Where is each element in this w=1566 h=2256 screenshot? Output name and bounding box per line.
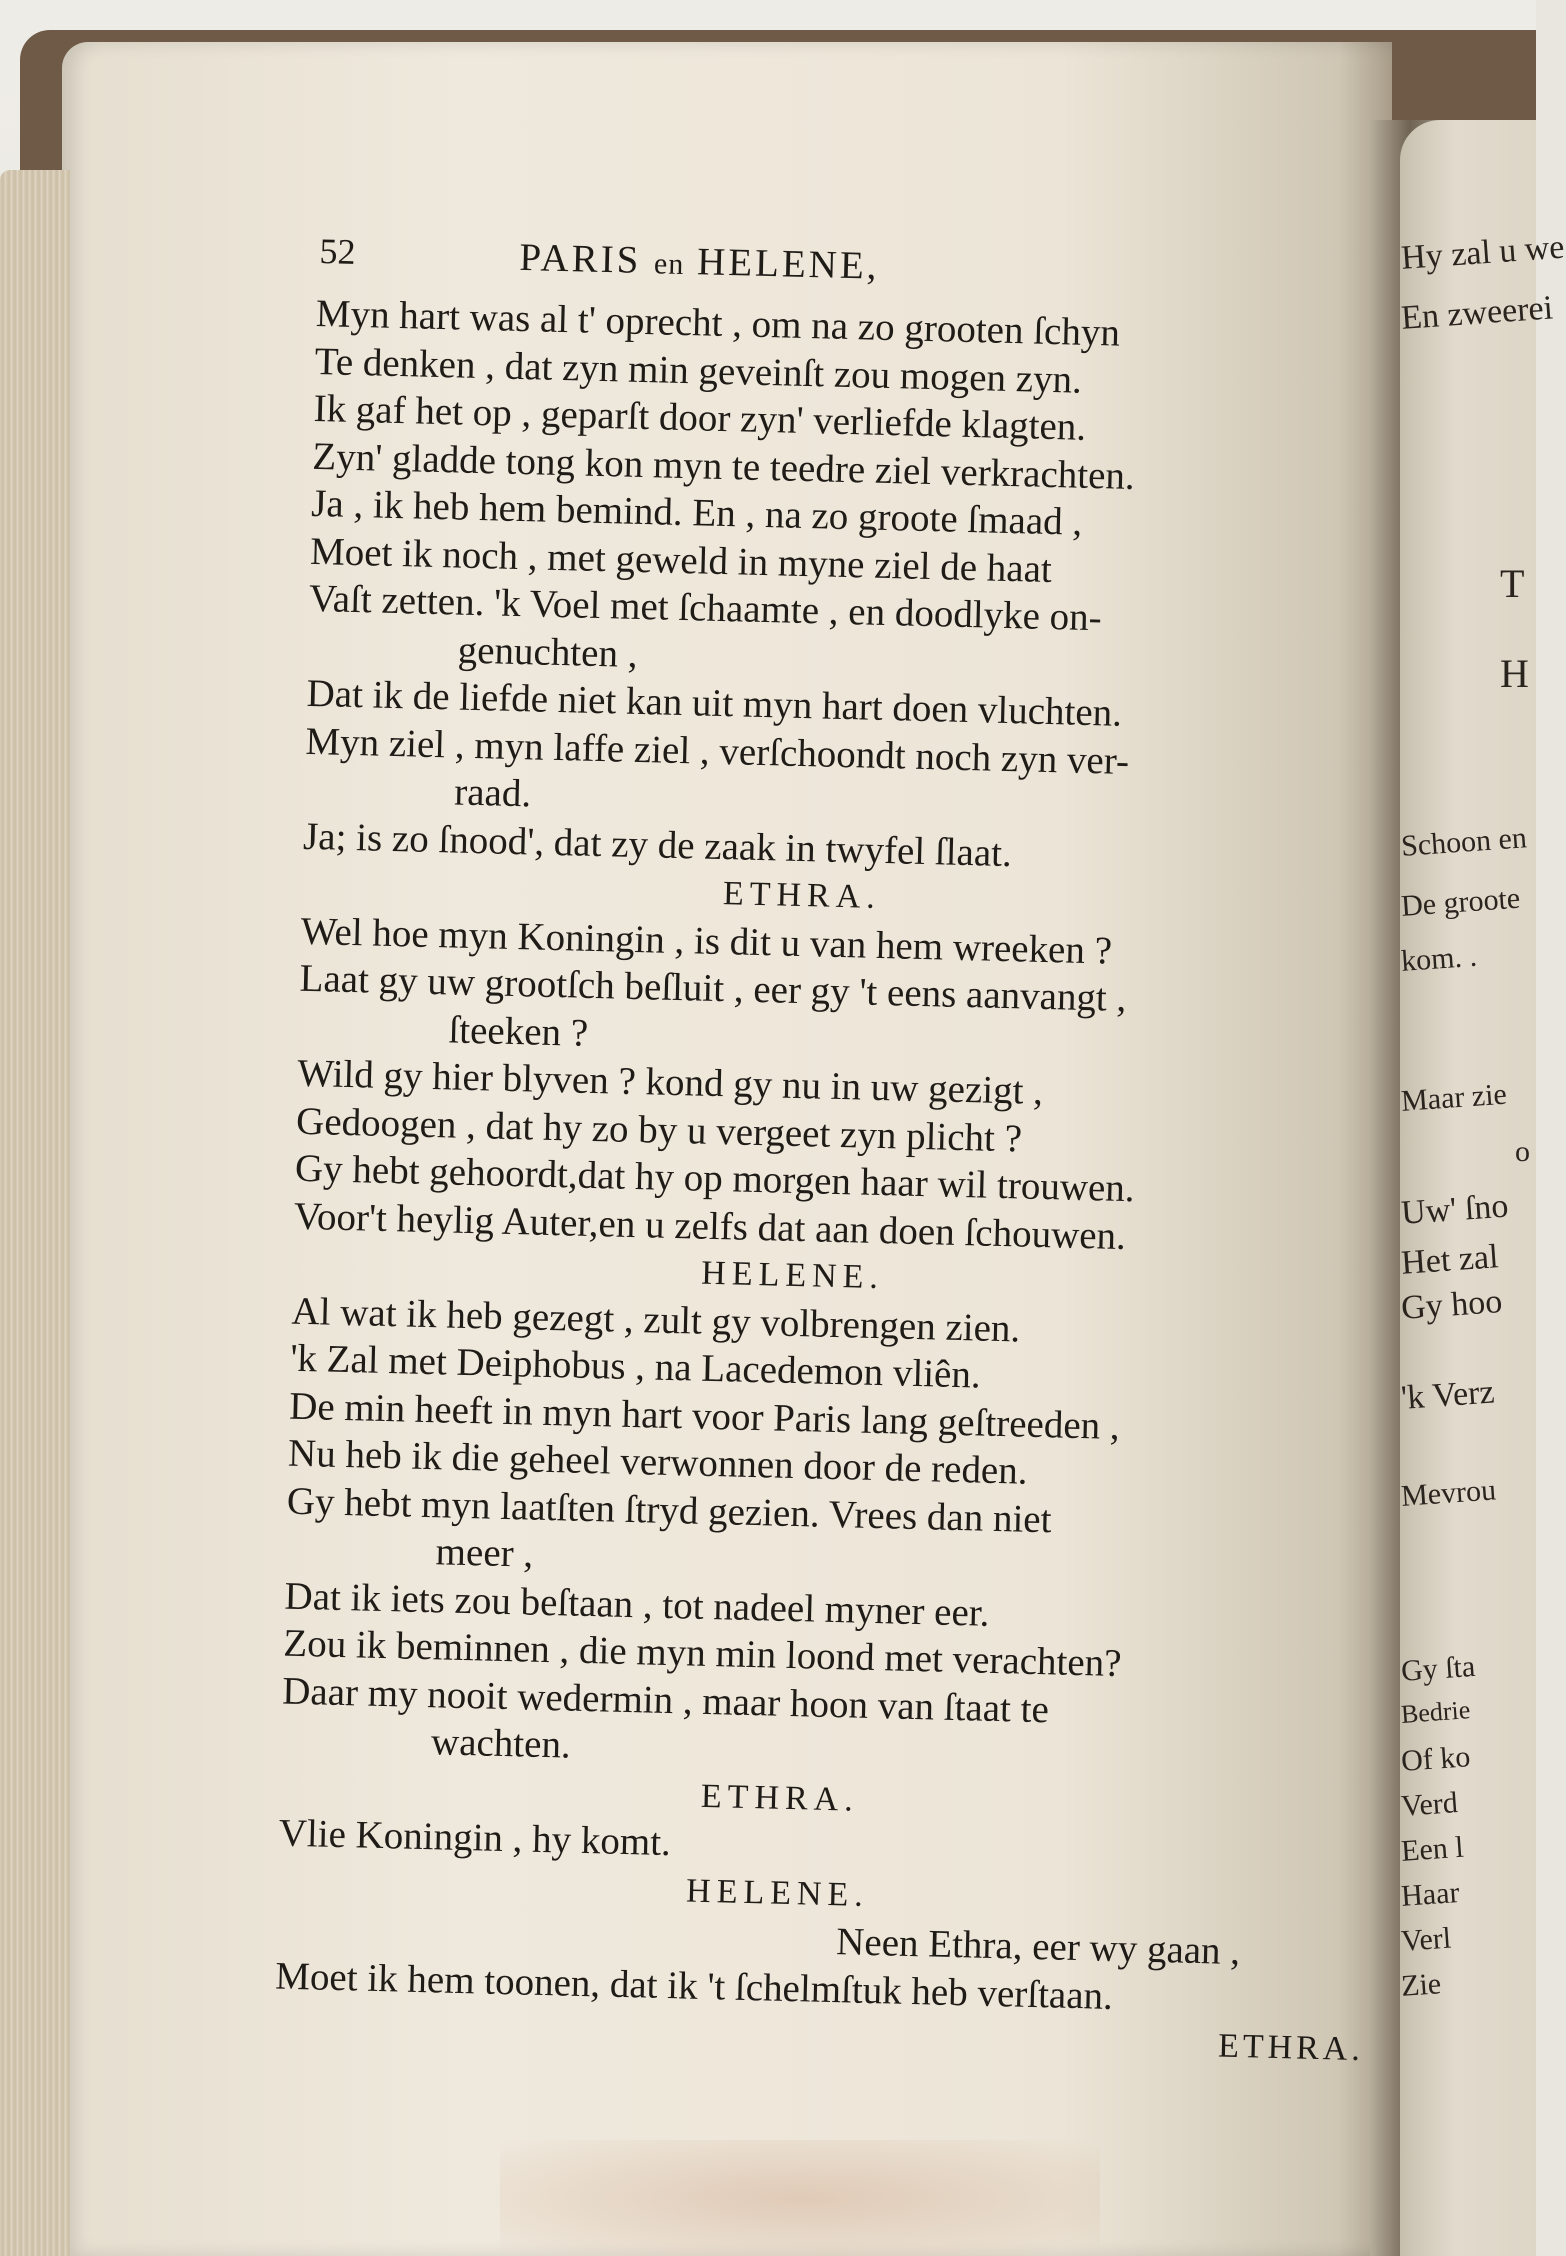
verse-line: Al wat ik heb gezegt , zult gy volbrengen zien. [291,1289,1021,1350]
right-page-fragment: Maar zie [1400,1077,1508,1118]
right-page-fragment: Bedrie [1400,1695,1472,1729]
verse-line: wachten. [430,1720,572,1767]
verse-line: Laat gy uw grootſch beſluit , eer gy 't eens aanvangt , [299,956,1127,1020]
right-page-fragment: Het zal [1400,1238,1500,1282]
verse-line: Gy hebt myn laatſten ſtryd gezien. Vrees dan niet [286,1479,1053,1541]
running-title-helene: HELENE, [696,240,880,288]
right-page-fragment: En zweerei [1400,289,1555,337]
catchword: ETHRA. [1217,2027,1365,2069]
verse-line: De min heeft in myn hart voor Paris lang geſtreeden , [288,1384,1121,1448]
verse-line: Ja , ik heb hem bemind. En , na zo groote ſmaad , [310,481,1083,544]
left-page-text [274,230,1438,2074]
verse-lines [274,290,1437,2074]
right-page-fragment: De groote [1400,881,1522,923]
verse-line: Gedoogen , dat hy zo by u vergeet zyn plicht ? [295,1099,1023,1160]
verse-line: Te denken , dat zyn min geveinſt zou mogen zyn. [314,339,1083,402]
verse-line: Dat ik iets zou beſtaan , tot nadeel myner eer. [284,1574,990,1635]
right-page-fragment: Mevrou [1400,1473,1498,1513]
page-bottom-shade [500,2140,1100,2256]
page-edges [0,170,70,2256]
right-page-fragment: Haar [1400,1875,1461,1913]
speaker-name: ETHRA. [700,1777,860,1819]
verse-line: Nu heb ik die geheel verwonnen door de reden. [287,1431,1029,1493]
verse-line: Moet ik noch , met geweld in myne ziel de haat [309,529,1053,591]
right-page-fragment: Zie [1400,1967,1443,2003]
right-page-fragment: H [1500,651,1529,696]
verse-line: Wild gy hier blyven ? kond gy nu in uw gezigt , [296,1051,1044,1113]
running-title-paris: PARIS [518,235,642,282]
verse-line: Vlie Koningin , hy komt. [278,1811,672,1865]
right-page-fragment: Gy hoo [1400,1282,1504,1327]
running-title-and: en [653,247,685,281]
verse-line: 'k Zal met Deiphobus , na Lacedemon vliên. [289,1336,982,1397]
speaker-name: HELENE. [685,1871,870,1914]
verse-line: Voor't heylig Auter,en u zelfs dat aan doen ſchouwen. [293,1194,1127,1258]
right-page-fragment: Uw' ſno [1400,1187,1510,1232]
verse-line: Ja; is zo ſnood', dat zy de zaak in twyfel ſlaat. [302,814,1013,875]
right-page-fragment: kom. . [1400,939,1478,978]
right-page-fragment: Een l [1400,1830,1465,1868]
verse-line: Zyn' gladde tong kon myn te teedre ziel verkrachten. [311,434,1136,498]
verse-line: Ik gaf het op , geparſt door zyn' verliefde klagten. [313,386,1087,449]
page-number: 52 [318,231,356,272]
verse-line: Vaſt zetten. 'k Voel met ſchaamte , en doodlyke on- [308,576,1103,640]
verse-line: Zou ik beminnen , die myn min loond met verachten? [282,1621,1123,1686]
right-page-fragment: Hy zal u we [1400,228,1566,277]
verse-line: meer , [435,1530,534,1576]
right-page-fragment: Gy ſta [1400,1649,1477,1688]
right-page-fragment: 'k Verz [1400,1373,1496,1417]
verse-line: Neen Ethra, eer wy gaan , [835,1920,1241,1974]
verse-line: genuchten , [457,628,639,676]
right-page-fragment: o [1515,1135,1530,1168]
right-page-fragment: Of ko [1400,1740,1472,1778]
verse-line: Daar my nooit wedermin , maar hoon van ſtaat te [281,1669,1050,1731]
right-page-fragment: Schoon en [1400,821,1528,863]
verse-line: Gy hebt gehoordt,dat hy op morgen haar wil trouwen. [294,1146,1136,1211]
right-page-fragment: T [1500,561,1525,606]
speaker-name: ETHRA. [722,875,882,916]
running-title [519,235,880,289]
right-page-fragment: Verl [1400,1921,1453,1958]
verse-line: Wel hoe myn Koningin , is dit u van hem wreeken ? [300,909,1113,973]
right-page-fragment: Verd [1400,1786,1459,1823]
verse-line: Moet ik hem toonen, dat ik 't ſchelmſtuk heb verſtaan. [274,1953,1114,2018]
verse-line: Myn ziel , myn laffe ziel , verſchoondt noch zyn ver- [304,719,1130,783]
verse-line: ſteeken ? [447,1007,589,1055]
speaker-name: HELENE. [700,1254,885,1297]
verse-line: Myn hart was al t' oprecht , om na zo grooten ſchyn [315,291,1121,355]
verse-line: Dat ik de liefde niet kan uit myn hart doen vluchten. [306,671,1123,735]
verse-line: raad. [453,770,532,816]
